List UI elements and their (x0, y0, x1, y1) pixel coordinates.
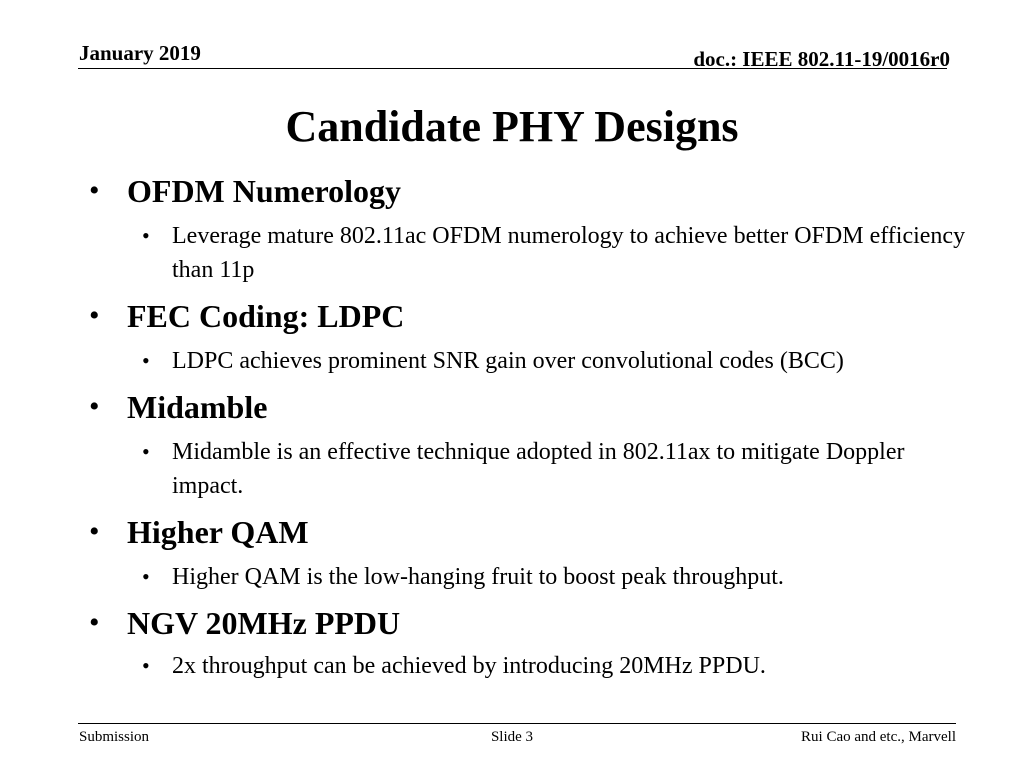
bullet-heading (89, 298, 405, 334)
bullet-heading-text: Midamble (127, 389, 268, 425)
bullet-subitem-text: Midamble is an effective technique adopted in 802.11ax to mitigate Doppler impact. (172, 439, 905, 499)
bullet-subitem (142, 344, 972, 378)
slide-title: Candidate PHY Designs (285, 102, 739, 151)
bullet-subitem (142, 435, 972, 503)
bullet-dot-icon: • (89, 515, 100, 548)
bullet-subitem-text: 2x throughput can be achieved by introducing 20MHz PPDU. (172, 653, 766, 679)
bullet-subitem-text: Higher QAM is the low-hanging fruit to boost peak throughput. (172, 564, 784, 590)
footer-author: Rui Cao and etc., Marvell (801, 729, 956, 745)
sub-bullet-dot-icon: • (142, 223, 150, 248)
bullet-dot-icon: • (89, 390, 100, 423)
bullet-dot-icon: • (89, 299, 100, 332)
bullet-subitem (142, 649, 972, 683)
bullet-heading-text: OFDM Numerology (127, 173, 402, 209)
bullet-heading-text: NGV 20MHz PPDU (127, 605, 401, 641)
bullet-subitem (142, 560, 972, 594)
bullet-heading (89, 173, 402, 209)
footer-divider (78, 723, 956, 724)
bullet-heading (89, 605, 401, 641)
bullet-heading (89, 514, 309, 550)
footer-submission: Submission (79, 729, 150, 745)
bullet-heading-text: Higher QAM (127, 514, 309, 550)
bullet-subitem-text: LDPC achieves prominent SNR gain over convolutional codes (BCC) (172, 348, 844, 374)
sub-bullet-dot-icon: • (142, 564, 150, 589)
bullet-heading (89, 389, 268, 425)
bullet-dot-icon: • (89, 606, 100, 639)
header-date: January 2019 (79, 41, 201, 65)
bullet-heading-text: FEC Coding: LDPC (127, 298, 405, 334)
sub-bullet-dot-icon: • (142, 653, 150, 678)
sub-bullet-dot-icon: • (142, 348, 150, 373)
sub-bullet-dot-icon: • (142, 439, 150, 464)
bullet-subitem (142, 219, 972, 287)
bullet-dot-icon: • (89, 174, 100, 207)
footer-slide-number: Slide 3 (490, 729, 534, 745)
bullet-subitem-text: Leverage mature 802.11ac OFDM numerology to achieve better OFDM efficiency than 11p (172, 223, 966, 283)
header-doc-id: doc.: IEEE 802.11-19/0016r0 (693, 47, 950, 71)
